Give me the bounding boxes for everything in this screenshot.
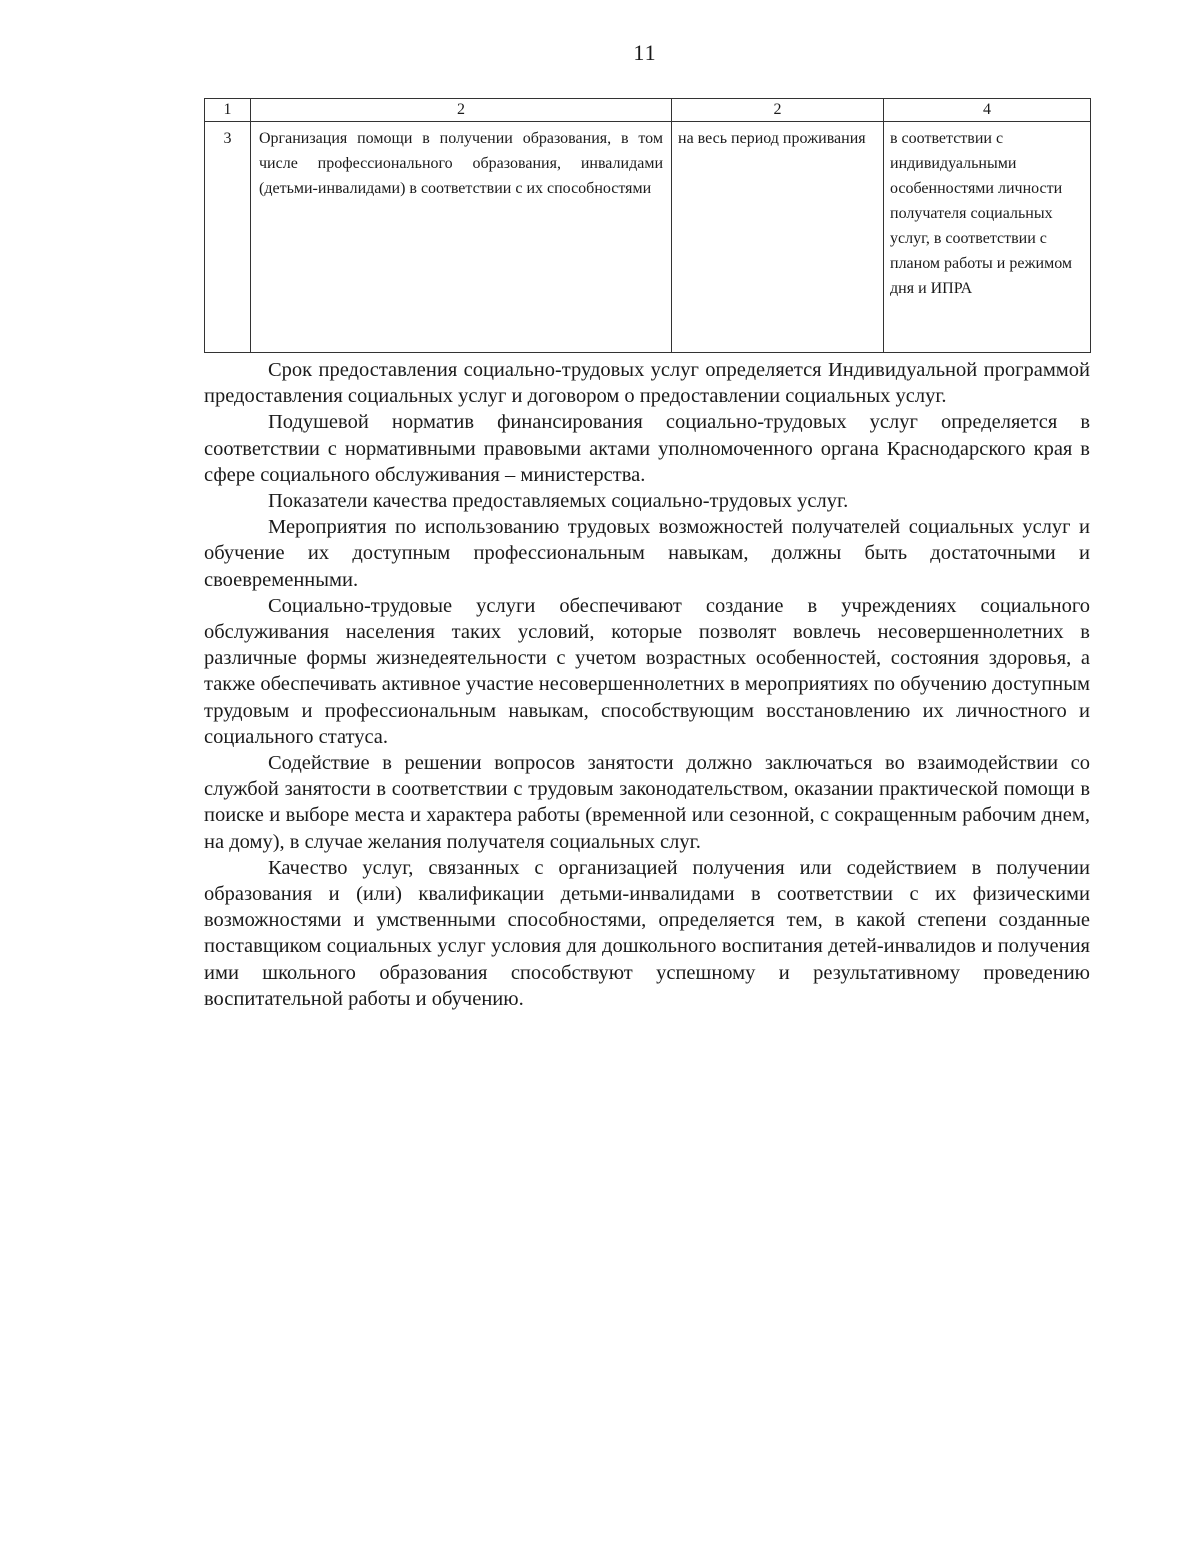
table-header-cell: 2 bbox=[251, 99, 672, 122]
service-name-cell: Организация помощи в получении образования, в том числе профессионального образования, инвалидами (детьми-инвалидами) в соответствии с их способностями bbox=[251, 122, 672, 353]
paragraph-education-quality: Качество услуг, связанных с организацией получения или содействием в получении образования и (или) квалификации детьми-инвалидами в соответствии с их физическими возможностями и умственными способностями, определяется тем, в какой степени созданные поставщиком социальных услуг условия для дошкольного воспитания детей-инвалидов и получения ими школьного образования способствуют успешному и результативному проведению воспитательной работы и обучению. bbox=[204, 856, 1090, 1010]
table-header-cell: 2 bbox=[672, 99, 884, 122]
table-header-cell: 1 bbox=[205, 99, 251, 122]
paragraph-labor-services: Социально-трудовые услуги обеспечивают создание в учреждениях социального обслуживания населения таких условий, которые позволят вовлечь несовершеннолетних в различные формы жизнедеятельности с учетом возрастных особенностей, состояния здоровья, а также обеспечивать активное участие несовершеннолетних в мероприятиях по обучению доступным трудовым и профессиональным навыкам, способствующим восстановлению их личностного и социального статуса. bbox=[204, 594, 1090, 748]
paragraph-employment-assistance: Содействие в решении вопросов занятости должно заключаться во взаимодействии со службой занятости в соответствии с трудовым законодательством, оказании практической помощи в поиске и выборе места и характера работы (временной или сезонной, с сокращенным рабочим днем, на дому), в случае желания получателя социальных слуг. bbox=[204, 752, 1090, 853]
paragraph-quality-indicators: Показатели качества предоставляемых социально-трудовых услуг. bbox=[268, 490, 849, 513]
service-period-cell: на весь период проживания bbox=[672, 122, 884, 353]
row-number-cell: 3 bbox=[205, 122, 251, 353]
service-frequency-cell: в соответствии с индивидуальными особенностями личности получателя социальных услуг, в соответствии с планом работы и режимом дня и ИПРА bbox=[884, 122, 1091, 353]
table-header-cell: 4 bbox=[884, 99, 1091, 122]
paragraph-funding-norm: Подушевой норматив финансирования социально-трудовых услуг определяется в соответствии с нормативными правовыми актами уполномоченного органа Краснодарского края в сфере социального обслуживания – министерства. bbox=[204, 411, 1090, 486]
services-table bbox=[204, 98, 1091, 353]
paragraph-service-term: Срок предоставления социально-трудовых услуг определяется Индивидуальной программой предоставления социальных услуг и договором о предоставлении социальных услуг. bbox=[204, 359, 1090, 408]
page-number: 11 bbox=[633, 40, 657, 65]
table-row bbox=[205, 122, 1091, 353]
body-text bbox=[204, 357, 1090, 1012]
paragraph-labor-activities: Мероприятия по использованию трудовых возможностей получателей социальных услуг и обучение их доступным профессиональным навыкам, должны быть достаточными и своевременными. bbox=[204, 516, 1090, 591]
table-header-row bbox=[205, 99, 1091, 122]
